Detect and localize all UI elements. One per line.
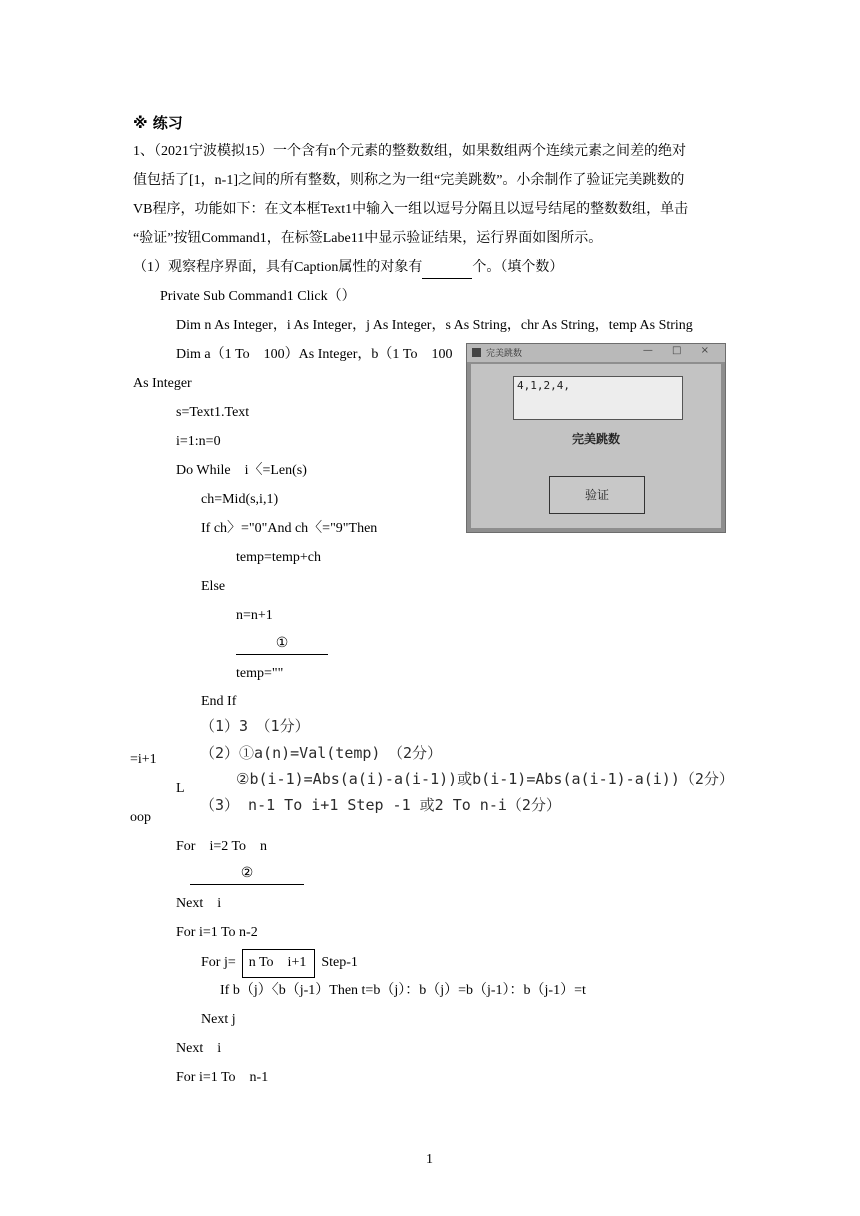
page-number: 1 — [426, 1152, 433, 1167]
code-for-1: For i=2 To n — [176, 839, 268, 854]
label1-result: 完美跳数 — [571, 432, 620, 446]
answer-4: （3） n-1 To i+1 Step -1 或2 To n-i（2分） — [200, 796, 561, 814]
code-loop-l: L — [176, 781, 185, 796]
code-temp-add: temp=temp+ch — [236, 550, 321, 565]
question-line-4: “验证”按钮Command1，在标签Labe11中显示验证结果，运行界面如图所示。 — [133, 231, 603, 246]
code-end-if: End If — [201, 694, 237, 709]
blank-2-marker: ② — [190, 864, 304, 885]
answer-3: ②b(i-1)=Abs(a(i)-a(i-1))或b(i-1)=Abs(a(i-1)-a(i))（2分） — [236, 770, 734, 788]
vb-client-area — [471, 364, 721, 528]
code-n-inc: n=n+1 — [236, 608, 273, 623]
question-line-1: 1、（2021宁波模拟15）一个含有n个元素的整数数组，如果数组两个连续元素之间差的绝对 — [133, 144, 686, 159]
section-heading: ※ 练习 — [133, 114, 183, 132]
code-mid: ch=Mid(s,i,1) — [201, 492, 279, 507]
code-init: i=1:n=0 — [176, 434, 221, 449]
code-dim-1: Dim n As Integer，i As Integer，j As Integer，s As String，chr As String，temp As String — [176, 318, 693, 333]
code-do-while: Do While i〈=Len(s) — [176, 463, 307, 478]
for-j-prefix: For j= — [201, 955, 236, 970]
part1-blank — [422, 258, 472, 279]
code-next-i-2: Next i — [176, 1041, 222, 1056]
vb-window-title: 完美跳数 — [486, 349, 523, 359]
code-for-3: For i=1 To n-1 — [176, 1070, 269, 1085]
code-blank-1 — [236, 634, 328, 655]
code-blank-2 — [190, 864, 304, 885]
code-next-i-1: Next i — [176, 896, 222, 911]
code-i-inc: =i+1 — [130, 752, 157, 767]
for-j-boxed-range: n To i+1 — [242, 949, 316, 978]
text1-textbox: 4,1,2,4, — [513, 376, 683, 420]
code-if-swap: If b（j）〈b（j-1）Then t=b（j）：b（j）=b（j-1）：b（j-1）=t — [220, 983, 586, 998]
app-icon — [472, 348, 481, 357]
part1-prefix: （1）观察程序界面，具有Caption属性的对象有 — [133, 260, 423, 275]
window-controls-icon: — □ × — [642, 345, 717, 356]
vb-title-bar — [467, 344, 725, 362]
for-j-suffix: Step-1 — [321, 955, 358, 970]
question-line-2: 值包括了[1，n-1]之间的所有整数，则称之为一组“完美跳数”。小余制作了验证完美跳数的 — [133, 173, 685, 188]
code-if-then: If ch〉="0"And ch〈="9"Then — [201, 521, 378, 536]
code-for-j — [201, 949, 358, 978]
code-sub-header: Private Sub Command1 Click（） — [160, 289, 356, 304]
code-temp-reset: temp="" — [236, 666, 284, 681]
answer-2: （2）①a(n)=Val(temp) （2分） — [200, 744, 442, 762]
question-part-1 — [133, 258, 563, 279]
code-for-2: For i=1 To n-2 — [176, 925, 258, 940]
answer-1: （1）3 （1分） — [200, 717, 310, 735]
code-loop-oop: oop — [130, 810, 151, 825]
vb-window-screenshot — [466, 343, 726, 533]
code-else: Else — [201, 579, 226, 594]
part1-suffix: 个。（填个数） — [472, 260, 564, 275]
code-next-j: Next j — [201, 1012, 236, 1027]
question-line-3: VB程序，功能如下：在文本框Text1中输入一组以逗号分隔且以逗号结尾的整数数组，单击 — [133, 202, 689, 217]
code-s-assign: s=Text1.Text — [176, 405, 250, 420]
code-dim-2: Dim a（1 To 100）As Integer，b（1 To 100 — [176, 347, 453, 362]
command1-verify-button: 验证 — [549, 476, 645, 514]
code-dim-2-continued: As Integer — [133, 376, 192, 391]
blank-1-marker: ① — [236, 634, 328, 655]
